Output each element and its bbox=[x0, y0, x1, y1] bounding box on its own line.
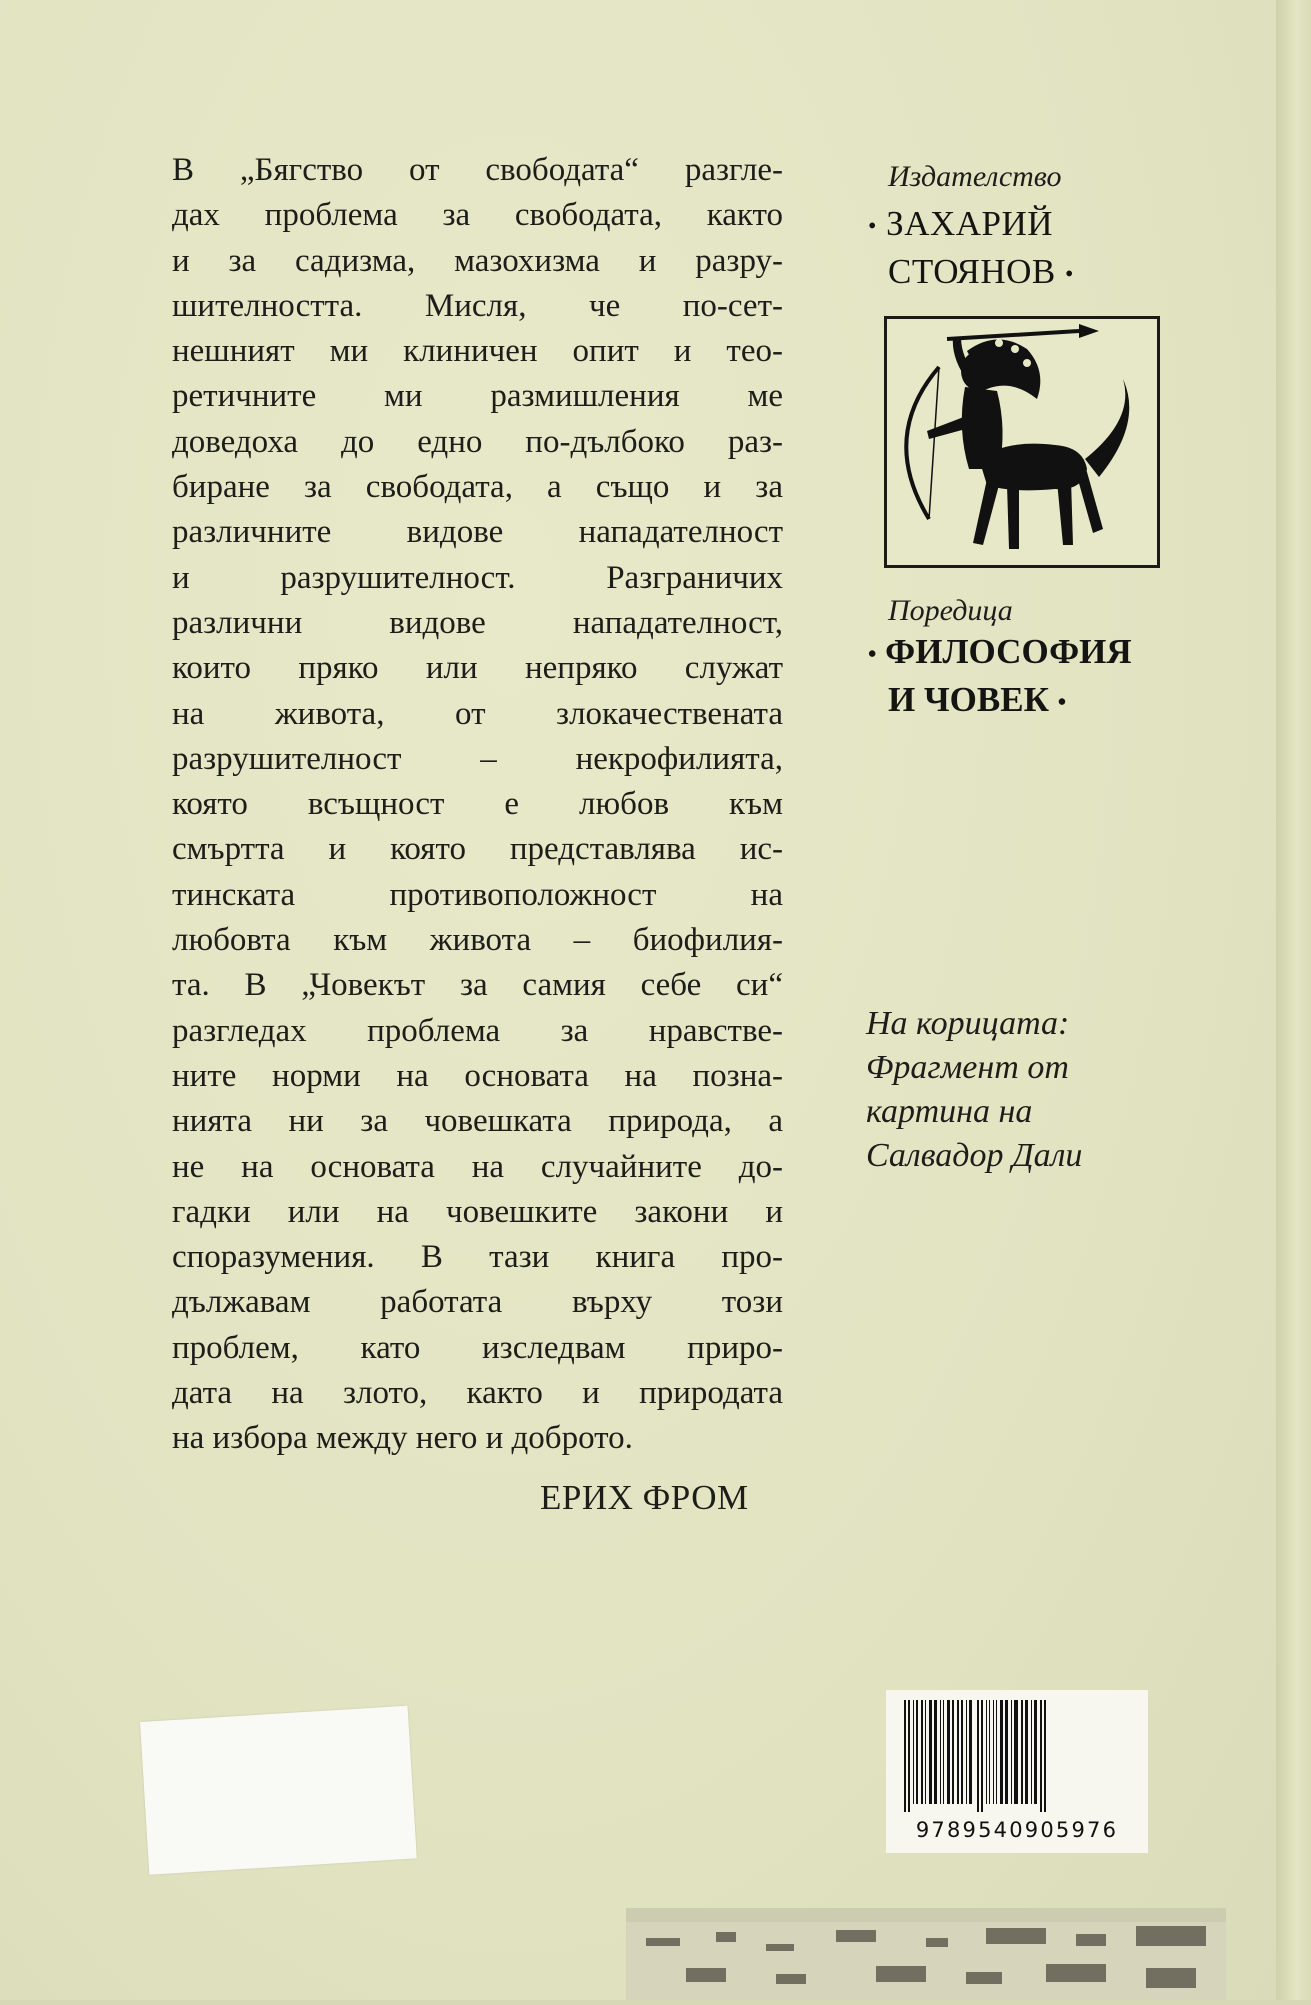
blurb-line: шителността. Мисля, че по-сет- bbox=[172, 287, 783, 324]
cover-note-line: картина на bbox=[866, 1093, 1033, 1130]
blurb-line: на живота, от злокачествената bbox=[172, 695, 783, 732]
blurb-line: не на основата на случайните до- bbox=[172, 1148, 783, 1185]
blurb-line: та. В „Човекът за самия себе си“ bbox=[172, 967, 783, 1004]
blurb-line: В „Бягство от свободата“ разгле- bbox=[172, 152, 783, 188]
blurb-line: различни видове нападателност, bbox=[172, 604, 783, 641]
blurb-line: проблем, като изследвам приро- bbox=[172, 1329, 783, 1366]
blurb-line: нията ни за човешката природа, а bbox=[172, 1103, 783, 1140]
blurb-line: любовта към живота – биофилия- bbox=[172, 922, 783, 959]
blurb-line: разрушителност – некрофилията, bbox=[172, 740, 783, 777]
series-name-first: ФИЛОСОФИЯ bbox=[885, 632, 1132, 671]
blurb-line: на избора между него и доброто. bbox=[172, 1420, 633, 1457]
blurb-text bbox=[172, 148, 783, 1462]
torn-tape-strip bbox=[626, 1908, 1226, 2000]
barcode-bars-icon bbox=[886, 1690, 1148, 1814]
blurb-line: гадки или на човешките закони и bbox=[172, 1193, 783, 1230]
blurb-line: ните норми на основата на позна- bbox=[172, 1057, 783, 1094]
series-label: Поредица bbox=[888, 594, 1013, 627]
series-name-second: И ЧОВЕК bbox=[888, 680, 1049, 719]
cover-note-line: Салвадор Дали bbox=[866, 1137, 1083, 1174]
bullet-dot: • bbox=[868, 213, 877, 240]
bullet-dot: • bbox=[1065, 261, 1074, 288]
blurb-line: дата на злото, както и природата bbox=[172, 1375, 783, 1412]
isbn-barcode bbox=[886, 1690, 1148, 1853]
publisher-name-second: СТОЯНОВ bbox=[888, 252, 1056, 291]
blurb-line: и разрушителност. Разграничих bbox=[172, 559, 783, 596]
cover-note-line: Фрагмент от bbox=[866, 1049, 1069, 1086]
cover-edge bbox=[1276, 0, 1311, 2000]
blurb-line: смъртта и която представлява ис- bbox=[172, 831, 783, 868]
blank-price-sticker bbox=[140, 1706, 417, 1875]
blurb-line: която всъщност е любов към bbox=[172, 786, 783, 823]
series-name-line2 bbox=[888, 680, 1066, 720]
blurb-line: разгледах проблема за нравстве- bbox=[172, 1012, 783, 1049]
blurb-line: дължавам работата върху този bbox=[172, 1284, 783, 1321]
cover-art-credit bbox=[866, 1002, 1082, 1178]
publisher-name-line1 bbox=[868, 204, 1053, 244]
series-name-line1 bbox=[868, 632, 1132, 672]
publisher-name-line2 bbox=[888, 252, 1074, 292]
author-name: ЕРИХ ФРОМ bbox=[540, 1478, 749, 1517]
bullet-dot: • bbox=[1057, 689, 1067, 716]
blurb-line: различните видове нападателност bbox=[172, 514, 783, 551]
blurb-line: споразумения. В тази книга про- bbox=[172, 1239, 783, 1276]
isbn-number: 9789540905976 bbox=[915, 1818, 1119, 1842]
blurb-line: нешният ми клиничен опит и тео- bbox=[172, 333, 783, 370]
tape-residue-icon bbox=[626, 1908, 1226, 2000]
blurb-line: които пряко или непряко служат bbox=[172, 650, 783, 687]
blurb-line: и за садизма, мазохизма и разру- bbox=[172, 242, 783, 279]
bullet-dot: • bbox=[868, 641, 877, 668]
publisher-label: Издателство bbox=[888, 160, 1062, 193]
blurb-line: тинската противоположност на bbox=[172, 876, 783, 913]
blurb-line: ретичните ми размишления ме bbox=[172, 378, 783, 415]
publisher-name-first: ЗАХАРИЙ bbox=[886, 204, 1054, 243]
centaur-archer-icon bbox=[887, 319, 1157, 565]
blurb-line: дах проблема за свободата, както bbox=[172, 197, 783, 234]
blurb-line: доведоха до едно по-дълбоко раз- bbox=[172, 423, 783, 460]
publisher-logo bbox=[884, 316, 1160, 568]
blurb-line: биране за свободата, а също и за bbox=[172, 469, 783, 506]
cover-note-line: На корицата: bbox=[866, 1005, 1070, 1042]
